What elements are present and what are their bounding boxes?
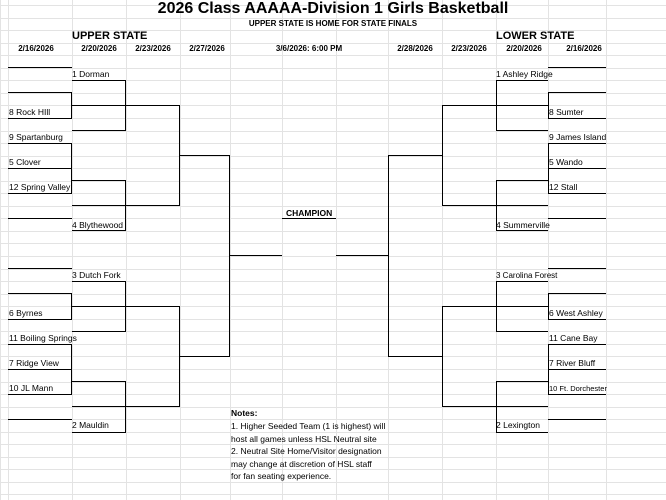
- team-lower-sumter: 8 Sumter: [549, 107, 584, 117]
- team-lower-river-bluff: 7 River Bluff: [549, 358, 596, 368]
- notes-line-5: for fan seating experience.: [231, 471, 332, 481]
- team-upper-spartanburg: 9 Spartanburg: [9, 132, 63, 142]
- team-upper-ridge-view: 7 Ridge View: [9, 358, 59, 368]
- team-upper-dorman: 1 Dorman: [72, 69, 110, 79]
- team-lower-lexington: 2 Lexington: [496, 420, 540, 430]
- team-lower-wando: 5 Wando: [549, 157, 583, 167]
- team-upper-boiling-springs: 11 Boiling Springs: [9, 333, 77, 343]
- date-header-upper-r3: 2/23/2026: [135, 44, 171, 53]
- team-lower-west-ashley: 6 West Ashley: [549, 308, 603, 318]
- champion-label: CHAMPION: [286, 208, 333, 218]
- notes-line-2: host all games unless HSL Neutral site: [231, 434, 377, 444]
- region-lower-state: LOWER STATE: [496, 30, 575, 42]
- team-upper-mauldin: 2 Mauldin: [72, 420, 109, 430]
- date-header-lower-r3: 2/23/2026: [451, 44, 487, 53]
- team-upper-jl-mann: 10 JL Mann: [9, 383, 54, 393]
- team-upper-blythewood: 4 Blythewood: [72, 220, 124, 230]
- team-lower-ft-dorchester: 10 Ft. Dorchester: [549, 384, 607, 393]
- team-upper-rock-hill: 8 Rock HIll: [9, 107, 51, 117]
- date-header-upper-r4: 2/27/2026: [189, 44, 225, 53]
- date-header-lower-r1: 2/16/2026: [566, 44, 602, 53]
- date-header-upper-r2: 2/20/2026: [81, 44, 117, 53]
- team-upper-clover: 5 Clover: [9, 157, 41, 167]
- region-upper-state: UPPER STATE: [72, 30, 148, 42]
- page-title: 2026 Class AAAAA-Division 1 Girls Basketball: [157, 0, 509, 17]
- date-header-lower-r4: 2/28/2026: [397, 44, 433, 53]
- team-lower-stall: 12 Stall: [549, 182, 578, 192]
- team-lower-james-island: 9 James Island: [549, 132, 607, 142]
- team-upper-byrnes: 6 Byrnes: [9, 308, 43, 318]
- team-lower-ashley-ridge: 1 Ashley Ridge: [496, 69, 553, 79]
- team-lower-summerville: 4 Summerville: [496, 220, 550, 230]
- team-upper-dutch-fork: 3 Dutch Fork: [72, 270, 121, 280]
- team-lower-cane-bay: 11 Cane Bay: [549, 333, 598, 343]
- date-header-upper-r1: 2/16/2026: [18, 44, 54, 53]
- notes-line-3: 2. Neutral Site Home/Visitor designation: [231, 446, 382, 456]
- notes-line-1: 1. Higher Seeded Team (1 is highest) will: [231, 421, 386, 431]
- date-header-lower-r2: 2/20/2026: [506, 44, 542, 53]
- notes-heading: Notes:: [231, 408, 258, 418]
- team-upper-spring-valley: 12 Spring Valley: [9, 182, 71, 192]
- page-subtitle: UPPER STATE IS HOME FOR STATE FINALS: [248, 19, 418, 28]
- date-header-final: 3/6/2026: 6:00 PM: [275, 44, 343, 53]
- team-lower-carolina-forest: 3 Carolina Forest: [496, 271, 558, 280]
- notes-line-4: may change at discretion of HSL staff: [231, 459, 372, 469]
